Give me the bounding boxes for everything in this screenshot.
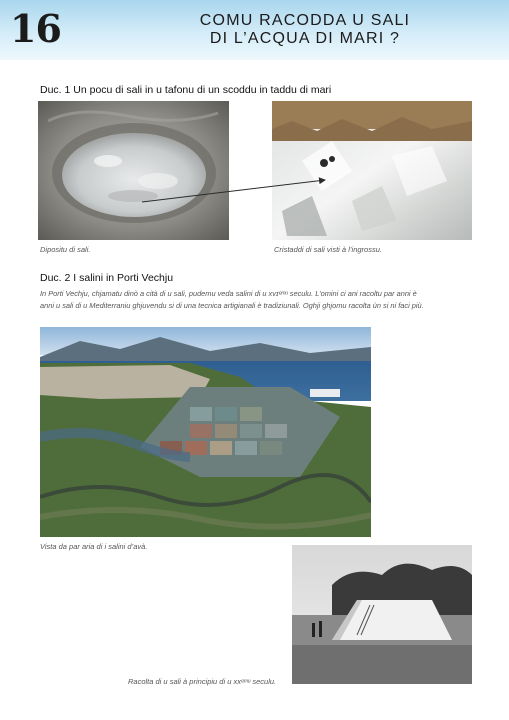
header-band: [0, 0, 509, 60]
salt-crystals-closeup-photo: [272, 101, 472, 240]
doc2-paragraph: [40, 288, 480, 312]
salt-deposit-photo: [38, 101, 229, 240]
doc2-paragraph-line-2: anni u sali di u Mediterraniu ghjuvendu si di una tecnica artigianali è tradiziunali. Oghji ghjomu racolta ùn si ni faci più.: [40, 301, 424, 310]
doc2-paragraph-line-1: In Porti Vechju, chjamatu dinò a cità di u sali, pudemu veda salini di u xvɪᵉᵐᵘ seculu. L’omini ci ani racoltu par anni è: [40, 289, 417, 298]
aerial-salt-pans-photo: [40, 327, 371, 537]
caption-salt-deposit: Dipositu di sali.: [40, 245, 91, 254]
caption-historic-harvest: Racolta di u sali à principiu di u xxᵉᵐᵘ seculu.: [128, 677, 277, 686]
caption-aerial-view: Vista da par aria di i salini d’avà.: [40, 542, 148, 551]
title-line-1: COMU RACODDA U SALI: [199, 12, 411, 29]
historic-salt-harvest-photo: [292, 545, 472, 684]
page-number: 16: [10, 6, 61, 51]
title-line-2: DI L’ACQUA DI MARI ?: [209, 30, 401, 47]
doc2-heading: Duc. 2 I salini in Porti Vechju: [40, 272, 174, 284]
caption-salt-crystals: Cristaddi di sali visti à l’ingrossu.: [274, 245, 382, 254]
page-title: [120, 12, 490, 48]
doc1-heading: Duc. 1 Un pocu di sali in u tafonu di un scoddu in taddu di mari: [40, 84, 332, 96]
